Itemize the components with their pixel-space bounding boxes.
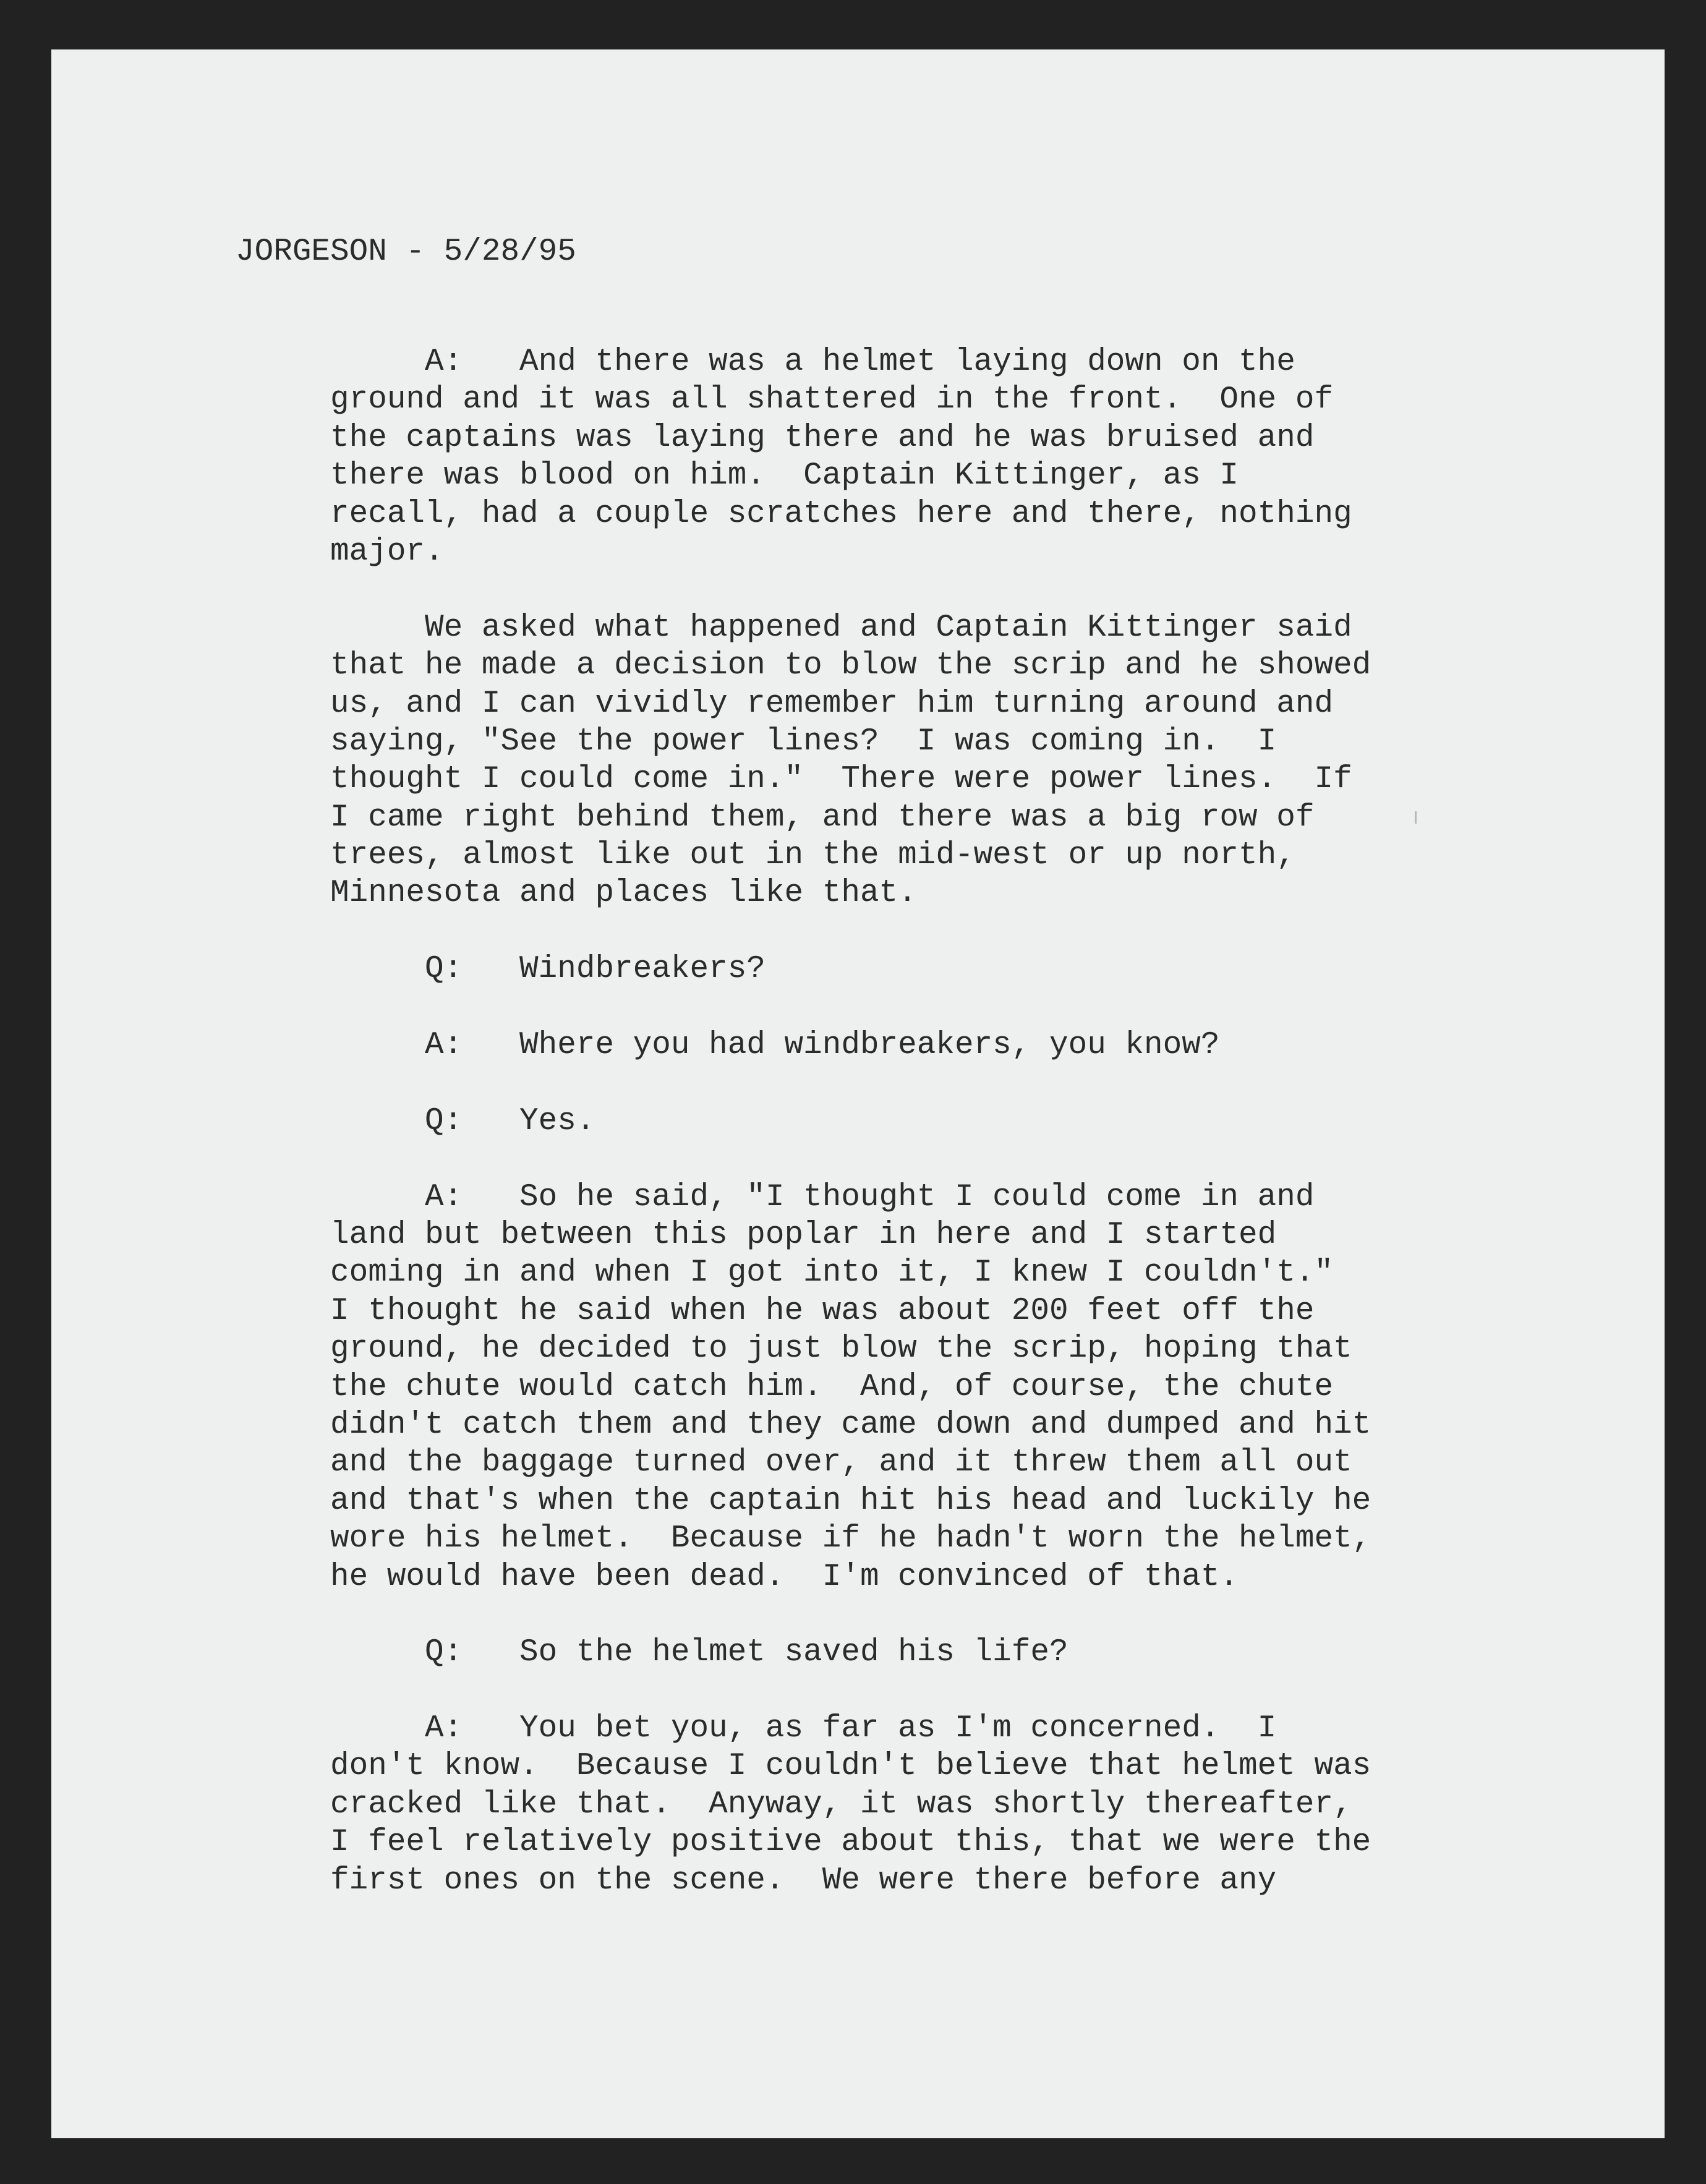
transcript-line: Q: Windbreakers? [330,952,766,987]
transcript-line: A: You bet you, as far as I'm concerned. I [330,1711,1277,1747]
transcript-line: that he made a decision to blow the scrip and he showed [330,648,1371,684]
transcript-line: Minnesota and places like that. [330,876,917,911]
transcript-line: I feel relatively positive about this, that we were the [330,1825,1371,1861]
transcript-line: We asked what happened and Captain Kittinger said [330,610,1352,646]
transcript-line: us, and I can vividly remember him turning around and [330,686,1334,722]
transcript-line: and that's when the captain hit his head and luckily he [330,1483,1371,1519]
blank-line [330,571,1371,608]
transcript-line: saying, "See the power lines? I was coming in. I [330,723,1277,759]
transcript-line: I thought he said when he was about 200 feet off the [330,1293,1315,1329]
blank-line [330,989,1371,1026]
transcript-line: the chute would catch him. And, of course, the chute [330,1369,1334,1405]
transcript-line: the captains was laying there and he was bruised and [330,420,1315,456]
transcript-line: first ones on the scene. We were there before any [330,1862,1277,1898]
transcript-body [330,343,1371,1900]
transcript-line: wore his helmet. Because if he hadn't worn the helmet, [330,1521,1371,1557]
transcript-line: I came right behind them, and there was a big row of [330,800,1315,835]
transcript-line: recall, had a couple scratches here and there, nothing [330,496,1352,532]
blank-line [330,1064,1371,1102]
transcript-line: ground, he decided to just blow the scrip, hoping that [330,1331,1352,1367]
transcript-line: trees, almost like out in the mid-west or up north, [330,838,1295,874]
transcript-line: he would have been dead. I'm convinced of that. [330,1559,1239,1595]
transcript-line: A: Where you had windbreakers, you know? [330,1028,1220,1064]
scan-speck [1415,811,1417,824]
blank-line [330,1140,1371,1178]
transcript-line: ground and it was all shattered in the front. One of [330,382,1334,418]
document-page [51,49,1665,2138]
blank-line [330,913,1371,950]
transcript-line: don't know. Because I couldn't believe that helmet was [330,1749,1371,1785]
transcript-line: A: And there was a helmet laying down on the [330,344,1295,380]
transcript-line: land but between this poplar in here and I started [330,1217,1277,1253]
blank-line [330,1672,1371,1710]
transcript-line: Q: So the helmet saved his life? [330,1635,1068,1671]
transcript-line: cracked like that. Anyway, it was shortly thereafter, [330,1786,1352,1822]
transcript-line: A: So he said, "I thought I could come in and [330,1179,1315,1215]
transcript-line: coming in and when I got into it, I knew I couldn't." [330,1255,1334,1291]
blank-line [330,1596,1371,1634]
transcript-line: didn't catch them and they came down and dumped and hit [330,1407,1371,1443]
transcript-line: Q: Yes. [330,1103,595,1139]
transcript-line: thought I could come in." There were power lines. If [330,762,1352,798]
transcript-line: and the baggage turned over, and it threw them all out [330,1445,1352,1481]
document-header: JORGESON - 5/28/95 [236,234,576,270]
transcript-line: there was blood on him. Captain Kittinger, as I [330,458,1239,494]
transcript-line: major. [330,534,444,569]
